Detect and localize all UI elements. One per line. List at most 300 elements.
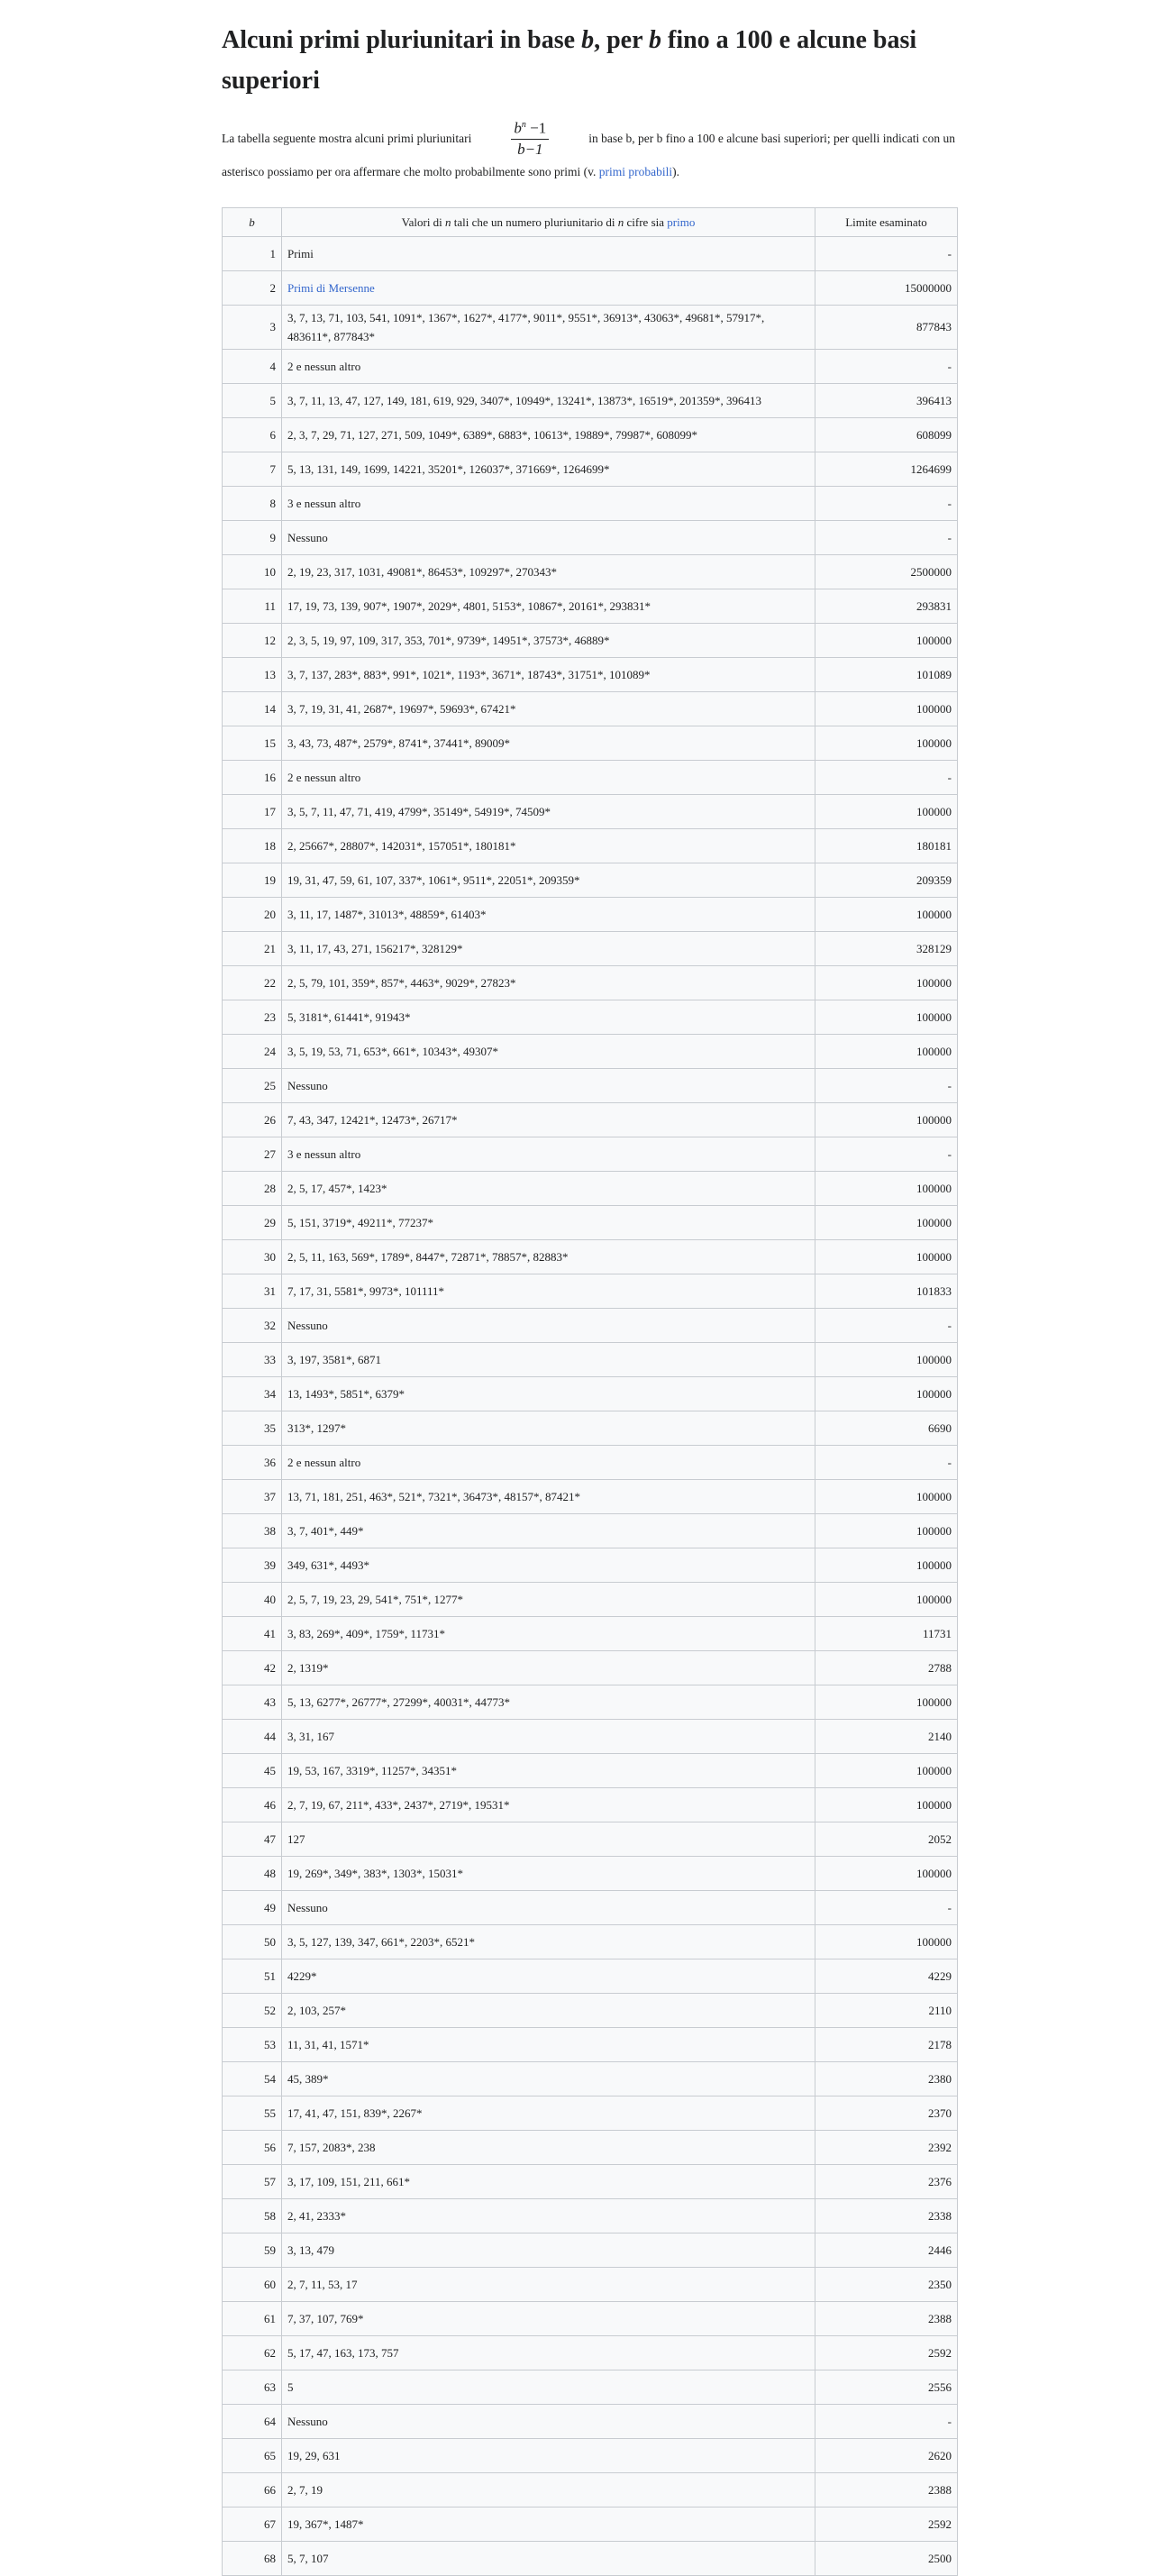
row-limit: 101833 bbox=[815, 1274, 958, 1309]
row-base: 39 bbox=[223, 1548, 282, 1583]
row-base: 1 bbox=[223, 237, 282, 271]
table-row bbox=[223, 898, 958, 932]
row-limit: - bbox=[815, 1891, 958, 1925]
row-values: Nessuno bbox=[282, 1309, 815, 1343]
row-limit: - bbox=[815, 2405, 958, 2439]
row-limit: 100000 bbox=[815, 1172, 958, 1206]
row-values: 19, 269*, 349*, 383*, 1303*, 15031* bbox=[282, 1857, 815, 1891]
row-limit: 2392 bbox=[815, 2131, 958, 2165]
repunit-formula bbox=[511, 116, 549, 160]
row-base: 18 bbox=[223, 829, 282, 863]
table-row bbox=[223, 1994, 958, 2028]
table-row bbox=[223, 555, 958, 589]
row-limit: - bbox=[815, 521, 958, 555]
formula-base: b bbox=[514, 119, 522, 137]
row-base: 54 bbox=[223, 2062, 282, 2096]
intro-text-after: in base b, per b fino a 100 e alcune basi superiori; per quelli indicati con un bbox=[588, 131, 955, 145]
row-limit: 2592 bbox=[815, 2336, 958, 2370]
row-limit: 2388 bbox=[815, 2473, 958, 2507]
row-limit: 100000 bbox=[815, 1685, 958, 1720]
row-values: Nessuno bbox=[282, 2405, 815, 2439]
table-row bbox=[223, 1514, 958, 1548]
table-row bbox=[223, 2370, 958, 2405]
row-limit: 2388 bbox=[815, 2302, 958, 2336]
row-limit: 2370 bbox=[815, 2096, 958, 2131]
intro-text-end: ). bbox=[672, 165, 679, 178]
row-base: 43 bbox=[223, 1685, 282, 1720]
row-values: 3, 5, 7, 11, 47, 71, 419, 4799*, 35149*, 54919*, 74509* bbox=[282, 795, 815, 829]
table-row bbox=[223, 1959, 958, 1994]
row-base: 49 bbox=[223, 1891, 282, 1925]
row-base: 63 bbox=[223, 2370, 282, 2405]
row-limit: - bbox=[815, 487, 958, 521]
row-values: 13, 71, 181, 251, 463*, 521*, 7321*, 36473*, 48157*, 87421* bbox=[282, 1480, 815, 1514]
row-values: 2, 1319* bbox=[282, 1651, 815, 1685]
row-limit: 2110 bbox=[815, 1994, 958, 2028]
row-base: 5 bbox=[223, 384, 282, 418]
row-values: 3, 5, 19, 53, 71, 653*, 661*, 10343*, 49307* bbox=[282, 1035, 815, 1069]
row-limit: 100000 bbox=[815, 1548, 958, 1583]
table-row bbox=[223, 2268, 958, 2302]
table-row bbox=[223, 1240, 958, 1274]
row-values: 5, 7, 107 bbox=[282, 2542, 815, 2576]
row-limit: 100000 bbox=[815, 692, 958, 726]
row-base: 46 bbox=[223, 1788, 282, 1822]
row-values: 3, 7, 137, 283*, 883*, 991*, 1021*, 1193*, 3671*, 18743*, 31751*, 101089* bbox=[282, 658, 815, 692]
row-values: 3, 13, 479 bbox=[282, 2233, 815, 2268]
row-limit: 2178 bbox=[815, 2028, 958, 2062]
row-values: Primi bbox=[282, 237, 815, 271]
prime-link[interactable]: primo bbox=[667, 215, 696, 229]
intro-text-line2: asterisco possiamo per ora affermare che molto probabilmente sono primi (v. bbox=[222, 165, 599, 178]
row-base: 6 bbox=[223, 418, 282, 452]
table-row bbox=[223, 2507, 958, 2542]
row-values: 5, 17, 47, 163, 173, 757 bbox=[282, 2336, 815, 2370]
table-row bbox=[223, 1000, 958, 1035]
row-limit: 100000 bbox=[815, 1583, 958, 1617]
row-values: 2, 103, 257* bbox=[282, 1994, 815, 2028]
row-values: 7, 37, 107, 769* bbox=[282, 2302, 815, 2336]
row-values: 2, 7, 11, 53, 17 bbox=[282, 2268, 815, 2302]
row-limit: 2380 bbox=[815, 2062, 958, 2096]
repunit-primes-table bbox=[222, 207, 958, 2576]
table-row bbox=[223, 1035, 958, 1069]
table-row bbox=[223, 1788, 958, 1822]
row-base: 29 bbox=[223, 1206, 282, 1240]
row-values: 7, 17, 31, 5581*, 9973*, 101111* bbox=[282, 1274, 815, 1309]
row-limit: 101089 bbox=[815, 658, 958, 692]
row-limit: 100000 bbox=[815, 898, 958, 932]
row-values: 3, 11, 17, 43, 271, 156217*, 328129* bbox=[282, 932, 815, 966]
header-values bbox=[282, 208, 815, 237]
row-base: 52 bbox=[223, 1994, 282, 2028]
row-limit: - bbox=[815, 1137, 958, 1172]
row-base: 50 bbox=[223, 1925, 282, 1959]
table-row bbox=[223, 384, 958, 418]
table-row bbox=[223, 829, 958, 863]
table-header-row bbox=[223, 208, 958, 237]
heading-text: Alcuni primi pluriunitari in base bbox=[222, 26, 582, 54]
table-row bbox=[223, 2096, 958, 2131]
article-content bbox=[222, 20, 955, 2576]
table-row bbox=[223, 1548, 958, 1583]
table-row bbox=[223, 1411, 958, 1446]
row-limit: 15000000 bbox=[815, 271, 958, 306]
row-values: Nessuno bbox=[282, 521, 815, 555]
row-values: 313*, 1297* bbox=[282, 1411, 815, 1446]
heading-var: b bbox=[649, 26, 661, 54]
row-values: 3, 31, 167 bbox=[282, 1720, 815, 1754]
table-row bbox=[223, 237, 958, 271]
row-values: 17, 41, 47, 151, 839*, 2267* bbox=[282, 2096, 815, 2131]
header-values-var: n bbox=[445, 215, 451, 229]
row-limit: 293831 bbox=[815, 589, 958, 624]
row-values: 2, 3, 5, 19, 97, 109, 317, 353, 701*, 9739*, 14951*, 37573*, 46889* bbox=[282, 624, 815, 658]
row-base: 19 bbox=[223, 863, 282, 898]
row-values: 3, 11, 17, 1487*, 31013*, 48859*, 61403* bbox=[282, 898, 815, 932]
row-base: 64 bbox=[223, 2405, 282, 2439]
row-base: 15 bbox=[223, 726, 282, 761]
row-limit: 100000 bbox=[815, 1240, 958, 1274]
row-limit: 2350 bbox=[815, 2268, 958, 2302]
row-base: 24 bbox=[223, 1035, 282, 1069]
table-row bbox=[223, 966, 958, 1000]
table-row bbox=[223, 1206, 958, 1240]
row-limit: - bbox=[815, 1309, 958, 1343]
row-base: 42 bbox=[223, 1651, 282, 1685]
row-base: 47 bbox=[223, 1822, 282, 1857]
row-base: 8 bbox=[223, 487, 282, 521]
row-base: 35 bbox=[223, 1411, 282, 1446]
row-limit: 2376 bbox=[815, 2165, 958, 2199]
row-values: 19, 53, 167, 3319*, 11257*, 34351* bbox=[282, 1754, 815, 1788]
row-base: 65 bbox=[223, 2439, 282, 2473]
table-row bbox=[223, 1103, 958, 1137]
row-limit: - bbox=[815, 350, 958, 384]
row-limit: 100000 bbox=[815, 1103, 958, 1137]
row-base: 16 bbox=[223, 761, 282, 795]
row-values: 3, 17, 109, 151, 211, 661* bbox=[282, 2165, 815, 2199]
table-row bbox=[223, 1137, 958, 1172]
row-values: 19, 31, 47, 59, 61, 107, 337*, 1061*, 9511*, 22051*, 209359* bbox=[282, 863, 815, 898]
heading-text: fino a 100 e alcune basi superiori bbox=[222, 26, 917, 95]
row-base: 28 bbox=[223, 1172, 282, 1206]
table-row bbox=[223, 1720, 958, 1754]
row-values: 2, 7, 19, 67, 211*, 433*, 2437*, 2719*, 19531* bbox=[282, 1788, 815, 1822]
row-base: 60 bbox=[223, 2268, 282, 2302]
row-values: 7, 43, 347, 12421*, 12473*, 26717* bbox=[282, 1103, 815, 1137]
row-base: 62 bbox=[223, 2336, 282, 2370]
row-values: 3, 43, 73, 487*, 2579*, 8741*, 37441*, 89009* bbox=[282, 726, 815, 761]
table-row bbox=[223, 1343, 958, 1377]
row-values: 2, 5, 79, 101, 359*, 857*, 4463*, 9029*, 27823* bbox=[282, 966, 815, 1000]
row-values: 19, 29, 631 bbox=[282, 2439, 815, 2473]
row-limit: 100000 bbox=[815, 624, 958, 658]
row-base: 9 bbox=[223, 521, 282, 555]
row-values: 2, 41, 2333* bbox=[282, 2199, 815, 2233]
row-limit: 100000 bbox=[815, 1925, 958, 1959]
table-row bbox=[223, 306, 958, 350]
row-values: 2, 5, 7, 19, 23, 29, 541*, 751*, 1277* bbox=[282, 1583, 815, 1617]
row-limit: 396413 bbox=[815, 384, 958, 418]
row-limit: 100000 bbox=[815, 1480, 958, 1514]
table-row bbox=[223, 2062, 958, 2096]
row-base: 33 bbox=[223, 1343, 282, 1377]
row-limit: 100000 bbox=[815, 966, 958, 1000]
row-values: 3, 7, 11, 13, 47, 127, 149, 181, 619, 929, 3407*, 10949*, 13241*, 13873*, 16519*, 201359*, 396413 bbox=[282, 384, 815, 418]
row-values: 2, 5, 11, 163, 569*, 1789*, 8447*, 72871*, 78857*, 82883* bbox=[282, 1240, 815, 1274]
table-row bbox=[223, 1309, 958, 1343]
row-base: 32 bbox=[223, 1309, 282, 1343]
row-values: 3, 5, 127, 139, 347, 661*, 2203*, 6521* bbox=[282, 1925, 815, 1959]
row-values: 3, 7, 19, 31, 41, 2687*, 19697*, 59693*, 67421* bbox=[282, 692, 815, 726]
row-values: 5, 13, 131, 149, 1699, 14221, 35201*, 126037*, 371669*, 1264699* bbox=[282, 452, 815, 487]
row-base: 67 bbox=[223, 2507, 282, 2542]
row-base: 27 bbox=[223, 1137, 282, 1172]
row-base: 21 bbox=[223, 932, 282, 966]
row-base: 3 bbox=[223, 306, 282, 350]
table-row bbox=[223, 1754, 958, 1788]
row-limit: - bbox=[815, 237, 958, 271]
row-limit: - bbox=[815, 761, 958, 795]
row-base: 31 bbox=[223, 1274, 282, 1309]
row-limit: 877843 bbox=[815, 306, 958, 350]
formula-minus-one: −1 bbox=[525, 119, 547, 137]
row-values: 7, 157, 2083*, 238 bbox=[282, 2131, 815, 2165]
row-values: 5 bbox=[282, 2370, 815, 2405]
row-values bbox=[282, 271, 815, 306]
row-limit: 209359 bbox=[815, 863, 958, 898]
table-row bbox=[223, 1069, 958, 1103]
table-row bbox=[223, 1822, 958, 1857]
table-row bbox=[223, 271, 958, 306]
section-heading bbox=[222, 20, 955, 101]
row-values: 2, 19, 23, 317, 1031, 49081*, 86453*, 109297*, 270343* bbox=[282, 555, 815, 589]
row-limit: 2338 bbox=[815, 2199, 958, 2233]
row-limit: 100000 bbox=[815, 1377, 958, 1411]
row-base: 55 bbox=[223, 2096, 282, 2131]
row-base: 41 bbox=[223, 1617, 282, 1651]
row-base: 45 bbox=[223, 1754, 282, 1788]
row-values: 2 e nessun altro bbox=[282, 1446, 815, 1480]
intro-paragraph bbox=[222, 115, 955, 181]
table-row bbox=[223, 658, 958, 692]
row-base: 57 bbox=[223, 2165, 282, 2199]
row-base: 34 bbox=[223, 1377, 282, 1411]
row-limit: 100000 bbox=[815, 1754, 958, 1788]
row-base: 26 bbox=[223, 1103, 282, 1137]
row-limit: 2620 bbox=[815, 2439, 958, 2473]
row-values: 2, 5, 17, 457*, 1423* bbox=[282, 1172, 815, 1206]
row-base: 13 bbox=[223, 658, 282, 692]
table-row bbox=[223, 2165, 958, 2199]
row-values: 13, 1493*, 5851*, 6379* bbox=[282, 1377, 815, 1411]
formula-exponent: n bbox=[521, 120, 526, 131]
row-base: 56 bbox=[223, 2131, 282, 2165]
table-row bbox=[223, 624, 958, 658]
row-base: 22 bbox=[223, 966, 282, 1000]
row-values: 2, 25667*, 28807*, 142031*, 157051*, 180181* bbox=[282, 829, 815, 863]
row-values: 3, 83, 269*, 409*, 1759*, 11731* bbox=[282, 1617, 815, 1651]
row-base: 14 bbox=[223, 692, 282, 726]
table-row bbox=[223, 1891, 958, 1925]
heading-var: b bbox=[581, 26, 595, 54]
row-limit: 1264699 bbox=[815, 452, 958, 487]
row-limit: 2500 bbox=[815, 2542, 958, 2576]
table-row bbox=[223, 2542, 958, 2576]
row-values: 2, 7, 19 bbox=[282, 2473, 815, 2507]
row-limit: - bbox=[815, 1069, 958, 1103]
row-limit: 100000 bbox=[815, 1343, 958, 1377]
row-base: 11 bbox=[223, 589, 282, 624]
table-row bbox=[223, 350, 958, 384]
table-row bbox=[223, 726, 958, 761]
mersenne-primes-link[interactable]: Primi di Mersenne bbox=[287, 281, 375, 295]
row-base: 17 bbox=[223, 795, 282, 829]
header-values-text: cifre sia bbox=[624, 215, 668, 229]
table-row bbox=[223, 452, 958, 487]
row-base: 37 bbox=[223, 1480, 282, 1514]
row-values: 5, 13, 6277*, 26777*, 27299*, 40031*, 44773* bbox=[282, 1685, 815, 1720]
table-row bbox=[223, 932, 958, 966]
row-limit: 100000 bbox=[815, 1000, 958, 1035]
row-base: 7 bbox=[223, 452, 282, 487]
row-values: 19, 367*, 1487* bbox=[282, 2507, 815, 2542]
row-values: Nessuno bbox=[282, 1891, 815, 1925]
header-limit: Limite esaminato bbox=[815, 208, 958, 237]
row-limit: 6690 bbox=[815, 1411, 958, 1446]
row-limit: 180181 bbox=[815, 829, 958, 863]
table-row bbox=[223, 761, 958, 795]
row-base: 30 bbox=[223, 1240, 282, 1274]
table-row bbox=[223, 589, 958, 624]
table-row bbox=[223, 1617, 958, 1651]
row-base: 10 bbox=[223, 555, 282, 589]
row-values: 3 e nessun altro bbox=[282, 1137, 815, 1172]
row-values: 45, 389* bbox=[282, 2062, 815, 2096]
header-values-text: Valori di bbox=[401, 215, 446, 229]
row-values: 3 e nessun altro bbox=[282, 487, 815, 521]
row-values: 2 e nessun altro bbox=[282, 350, 815, 384]
row-base: 4 bbox=[223, 350, 282, 384]
intro-text-start: La tabella seguente mostra alcuni primi pluriunitari bbox=[222, 131, 472, 145]
row-base: 25 bbox=[223, 1069, 282, 1103]
row-limit: 2788 bbox=[815, 1651, 958, 1685]
table-row bbox=[223, 1685, 958, 1720]
row-limit: 100000 bbox=[815, 795, 958, 829]
row-limit: 100000 bbox=[815, 1206, 958, 1240]
row-values: 17, 19, 73, 139, 907*, 1907*, 2029*, 4801, 5153*, 10867*, 20161*, 293831* bbox=[282, 589, 815, 624]
row-values: 11, 31, 41, 1571* bbox=[282, 2028, 815, 2062]
table-row bbox=[223, 1172, 958, 1206]
row-limit: 2052 bbox=[815, 1822, 958, 1857]
row-limit: 608099 bbox=[815, 418, 958, 452]
table-row bbox=[223, 521, 958, 555]
row-limit: - bbox=[815, 1446, 958, 1480]
row-values: 3, 197, 3581*, 6871 bbox=[282, 1343, 815, 1377]
table-row bbox=[223, 2302, 958, 2336]
row-base: 40 bbox=[223, 1583, 282, 1617]
table-row bbox=[223, 2199, 958, 2233]
table-row bbox=[223, 1925, 958, 1959]
row-limit: 100000 bbox=[815, 1788, 958, 1822]
table-row bbox=[223, 487, 958, 521]
row-limit: 2140 bbox=[815, 1720, 958, 1754]
row-limit: 11731 bbox=[815, 1617, 958, 1651]
heading-text: , per bbox=[594, 26, 649, 54]
row-base: 23 bbox=[223, 1000, 282, 1035]
table-row bbox=[223, 2028, 958, 2062]
row-values: 5, 3181*, 61441*, 91943* bbox=[282, 1000, 815, 1035]
row-limit: 2500000 bbox=[815, 555, 958, 589]
row-limit: 328129 bbox=[815, 932, 958, 966]
row-base: 68 bbox=[223, 2542, 282, 2576]
row-values: 5, 151, 3719*, 49211*, 77237* bbox=[282, 1206, 815, 1240]
row-base: 61 bbox=[223, 2302, 282, 2336]
row-values: Nessuno bbox=[282, 1069, 815, 1103]
row-base: 36 bbox=[223, 1446, 282, 1480]
row-values: 3, 7, 401*, 449* bbox=[282, 1514, 815, 1548]
header-base-label: b bbox=[249, 215, 255, 229]
table-row bbox=[223, 1274, 958, 1309]
table-row bbox=[223, 795, 958, 829]
row-base: 20 bbox=[223, 898, 282, 932]
row-base: 51 bbox=[223, 1959, 282, 1994]
row-values: 2, 3, 7, 29, 71, 127, 271, 509, 1049*, 6389*, 6883*, 10613*, 19889*, 79987*, 608099* bbox=[282, 418, 815, 452]
table-row bbox=[223, 2473, 958, 2507]
table-row bbox=[223, 2131, 958, 2165]
table-row bbox=[223, 1377, 958, 1411]
row-limit: 2446 bbox=[815, 2233, 958, 2268]
row-base: 44 bbox=[223, 1720, 282, 1754]
row-values: 3, 7, 13, 71, 103, 541, 1091*, 1367*, 1627*, 4177*, 9011*, 9551*, 36913*, 43063*, 49681*, 57917*, 483611*, 877843* bbox=[282, 306, 815, 350]
table-row bbox=[223, 2439, 958, 2473]
header-base bbox=[223, 208, 282, 237]
row-values: 127 bbox=[282, 1822, 815, 1857]
row-limit: 100000 bbox=[815, 1035, 958, 1069]
row-base: 12 bbox=[223, 624, 282, 658]
formula-denominator: b−1 bbox=[517, 140, 543, 158]
table-row bbox=[223, 418, 958, 452]
header-values-var: n bbox=[617, 215, 624, 229]
table-row bbox=[223, 2405, 958, 2439]
table-row bbox=[223, 1857, 958, 1891]
row-limit: 100000 bbox=[815, 1857, 958, 1891]
header-values-text: tali che un numero pluriunitario di bbox=[451, 215, 618, 229]
row-limit: 100000 bbox=[815, 1514, 958, 1548]
table-row bbox=[223, 1651, 958, 1685]
table-row bbox=[223, 863, 958, 898]
row-limit: 2592 bbox=[815, 2507, 958, 2542]
table-row bbox=[223, 692, 958, 726]
table-row bbox=[223, 2336, 958, 2370]
row-limit: 100000 bbox=[815, 726, 958, 761]
table-row bbox=[223, 1583, 958, 1617]
row-values: 2 e nessun altro bbox=[282, 761, 815, 795]
probable-primes-link[interactable]: primi probabili bbox=[598, 165, 673, 178]
row-base: 59 bbox=[223, 2233, 282, 2268]
row-base: 38 bbox=[223, 1514, 282, 1548]
table-row bbox=[223, 2233, 958, 2268]
row-limit: 4229 bbox=[815, 1959, 958, 1994]
table-row bbox=[223, 1446, 958, 1480]
row-base: 66 bbox=[223, 2473, 282, 2507]
row-values: 4229* bbox=[282, 1959, 815, 1994]
row-base: 58 bbox=[223, 2199, 282, 2233]
row-limit: 2556 bbox=[815, 2370, 958, 2405]
row-base: 53 bbox=[223, 2028, 282, 2062]
row-base: 48 bbox=[223, 1857, 282, 1891]
